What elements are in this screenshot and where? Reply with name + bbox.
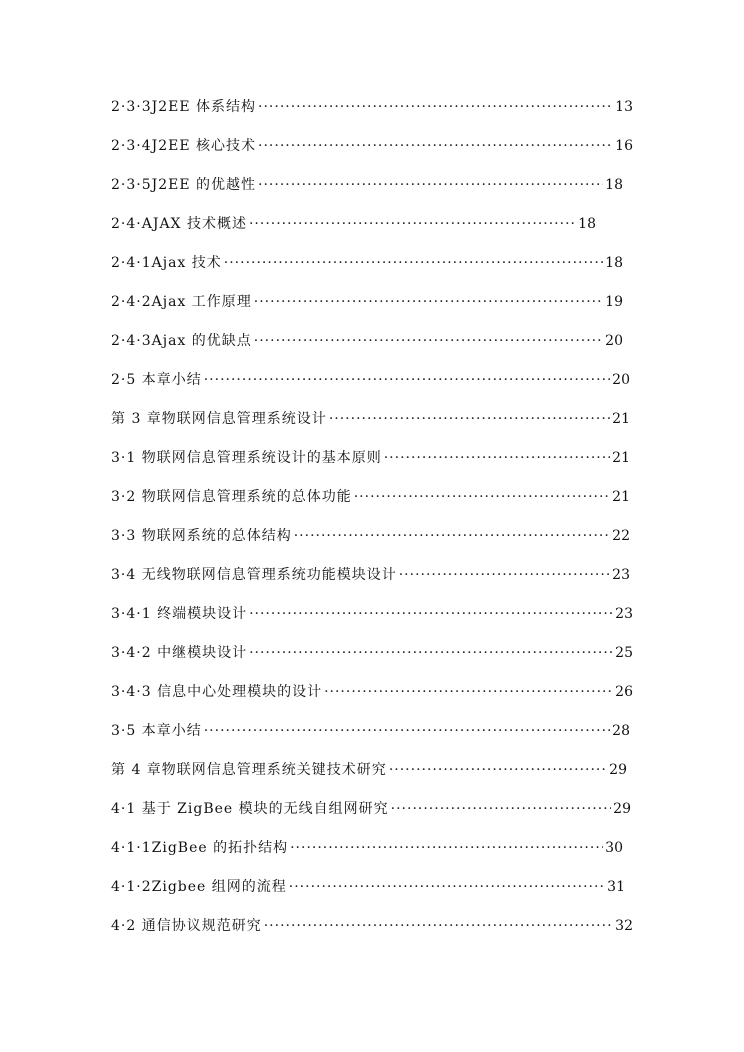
toc-entry-title: 2·3·3J2EE 体系结构: [111, 99, 257, 115]
toc-entry-page: 29: [609, 762, 627, 778]
toc-dot-leader: [289, 876, 605, 898]
toc-entry-title: 2·4·AJAX 技术概述: [111, 216, 247, 232]
toc-entry-page: 16: [615, 138, 633, 154]
toc-entry-title: 3·4 无线物联网信息管理系统功能模块设计: [111, 567, 397, 583]
toc-entry[interactable]: [111, 213, 596, 235]
toc-dot-leader: [258, 135, 613, 157]
toc-dot-leader: [264, 915, 613, 937]
toc-entry-title: 2·5 本章小结: [111, 372, 202, 388]
toc-entry-page: 13: [615, 99, 633, 115]
toc-entry-title: 第 3 章物联网信息管理系统设计: [111, 411, 327, 427]
toc-entry[interactable]: [111, 837, 623, 859]
toc-entry-page: 29: [613, 801, 631, 817]
toc-entry-title: 3·4·2 中继模块设计: [111, 645, 248, 661]
toc-entry-title: 2·4·2Ajax 工作原理: [111, 294, 252, 310]
toc-entry[interactable]: [111, 135, 633, 157]
toc-entry[interactable]: [111, 408, 630, 430]
toc-entry-title: 2·4·1Ajax 技术: [111, 255, 222, 271]
toc-entry-page: 20: [612, 372, 630, 388]
toc-entry-page: 18: [605, 177, 623, 193]
toc-entry-title: 2·4·3Ajax 的优缺点: [111, 333, 252, 349]
toc-entry[interactable]: [111, 876, 625, 898]
toc-entry[interactable]: [111, 915, 633, 937]
toc-entry-page: 19: [605, 294, 623, 310]
toc-entry[interactable]: [111, 603, 633, 625]
toc-entry[interactable]: [111, 252, 623, 274]
toc-entry[interactable]: [111, 96, 633, 118]
toc-entry-page: 20: [605, 333, 623, 349]
toc-entry-title: 3·5 本章小结: [111, 723, 202, 739]
toc-dot-leader: [391, 798, 612, 820]
toc-entry-title: 3·3 物联网系统的总体结构: [111, 528, 292, 544]
toc-entry[interactable]: [111, 759, 627, 781]
toc-entry-page: 21: [612, 450, 630, 466]
toc-entry-page: 30: [605, 840, 623, 856]
toc-entry[interactable]: [111, 564, 630, 586]
toc-dot-leader: [249, 213, 576, 235]
toc-entry-title: 3·1 物联网信息管理系统设计的基本原则: [111, 450, 382, 466]
toc-entry-page: 18: [605, 255, 623, 271]
toc-entry[interactable]: [111, 642, 633, 664]
toc-dot-leader: [258, 174, 603, 196]
toc-entry-page: 26: [615, 684, 633, 700]
toc-dot-leader: [294, 525, 610, 547]
toc-entry[interactable]: [111, 798, 631, 820]
toc-entry-title: 3·2 物联网信息管理系统的总体功能: [111, 489, 352, 505]
toc-entry[interactable]: [111, 447, 630, 469]
toc-entry-title: 2·3·5J2EE 的优越性: [111, 177, 257, 193]
toc-dot-leader: [254, 330, 603, 352]
toc-entry-title: 3·4·1 终端模块设计: [111, 606, 248, 622]
toc-dot-leader: [249, 642, 613, 664]
toc-entry[interactable]: [111, 720, 630, 742]
toc-entry-page: 28: [612, 723, 630, 739]
toc-entry[interactable]: [111, 369, 630, 391]
toc-entry-page: 32: [615, 918, 633, 934]
toc-dot-leader: [399, 564, 610, 586]
toc-entry-title: 4·1·2Zigbee 组网的流程: [111, 879, 287, 895]
toc-dot-leader: [249, 603, 613, 625]
toc-dot-leader: [354, 486, 610, 508]
toc-entry-title: 3·4·3 信息中心处理模块的设计: [111, 684, 323, 700]
toc-entry[interactable]: [111, 525, 630, 547]
toc-entry[interactable]: [111, 486, 630, 508]
toc-entry[interactable]: [111, 174, 623, 196]
toc-entry-title: 第 4 章物联网信息管理系统关键技术研究: [111, 762, 387, 778]
toc-dot-leader: [329, 408, 610, 430]
toc-entry-page: 25: [615, 645, 633, 661]
toc-entry-page: 23: [612, 567, 630, 583]
toc-entry-page: 21: [612, 489, 630, 505]
toc-entry[interactable]: [111, 681, 633, 703]
toc-entry-title: 4·1 基于 ZigBee 模块的无线自组网研究: [111, 801, 389, 817]
toc-dot-leader: [290, 837, 603, 859]
toc-entry[interactable]: [111, 291, 623, 313]
toc-entry-page: 22: [612, 528, 630, 544]
toc-dot-leader: [389, 759, 607, 781]
toc-entry-title: 4·2 通信协议规范研究: [111, 918, 262, 934]
toc-entry[interactable]: [111, 330, 623, 352]
toc-entry-title: 4·1·1ZigBee 的拓扑结构: [111, 840, 289, 856]
toc-entry-title: 2·3·4J2EE 核心技术: [111, 138, 257, 154]
toc-entry-page: 18: [578, 216, 596, 232]
toc-dot-leader: [204, 720, 610, 742]
toc-entry-page: 23: [615, 606, 633, 622]
toc-dot-leader: [258, 96, 613, 118]
toc-entry-page: 31: [607, 879, 625, 895]
toc-dot-leader: [224, 252, 603, 274]
toc-dot-leader: [324, 681, 613, 703]
toc-entry-page: 21: [612, 411, 630, 427]
toc-dot-leader: [204, 369, 610, 391]
toc-dot-leader: [254, 291, 603, 313]
toc-dot-leader: [384, 447, 610, 469]
